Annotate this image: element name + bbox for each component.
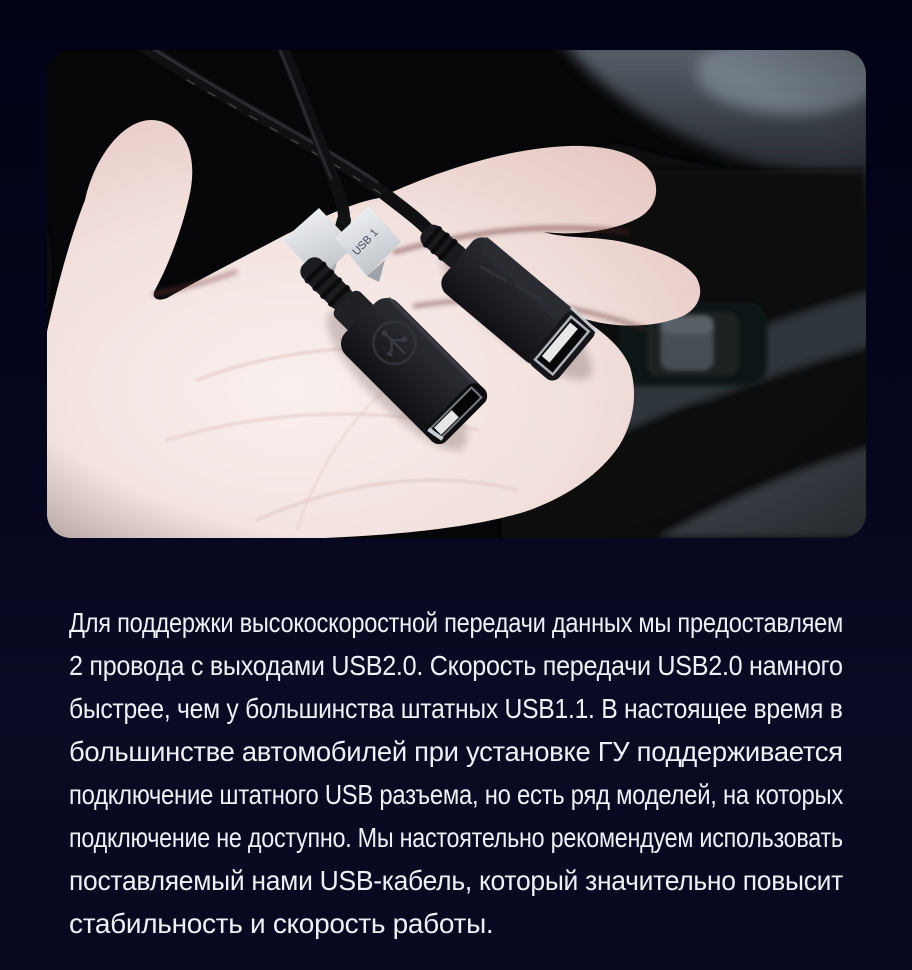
description-line: Для поддержки высокоскоростной передачи данных мы предоставляем (69, 607, 843, 638)
description-line: быстрее, чем у большинства штатных USB1.1. В настоящее время в (69, 693, 843, 724)
description-line: поставляемый нами USB-кабель, который значительно повысит (69, 865, 844, 896)
product-description (69, 601, 843, 945)
vignette (47, 50, 866, 538)
description-line: большинстве автомобилей при установке ГУ поддерживается (69, 736, 843, 767)
description-line: подключение штатного USB разъема, но есть ряд моделей, на которых (69, 779, 843, 810)
photo-scene (47, 50, 866, 538)
description-line: 2 провода с выходами USB2.0. Скорость передачи USB2.0 намного (69, 650, 843, 681)
description-line: подключение не доступно. Мы настоятельно рекомендуем использовать (69, 822, 843, 853)
description-line: стабильность и скорость работы. (69, 908, 494, 939)
product-photo (47, 50, 866, 538)
